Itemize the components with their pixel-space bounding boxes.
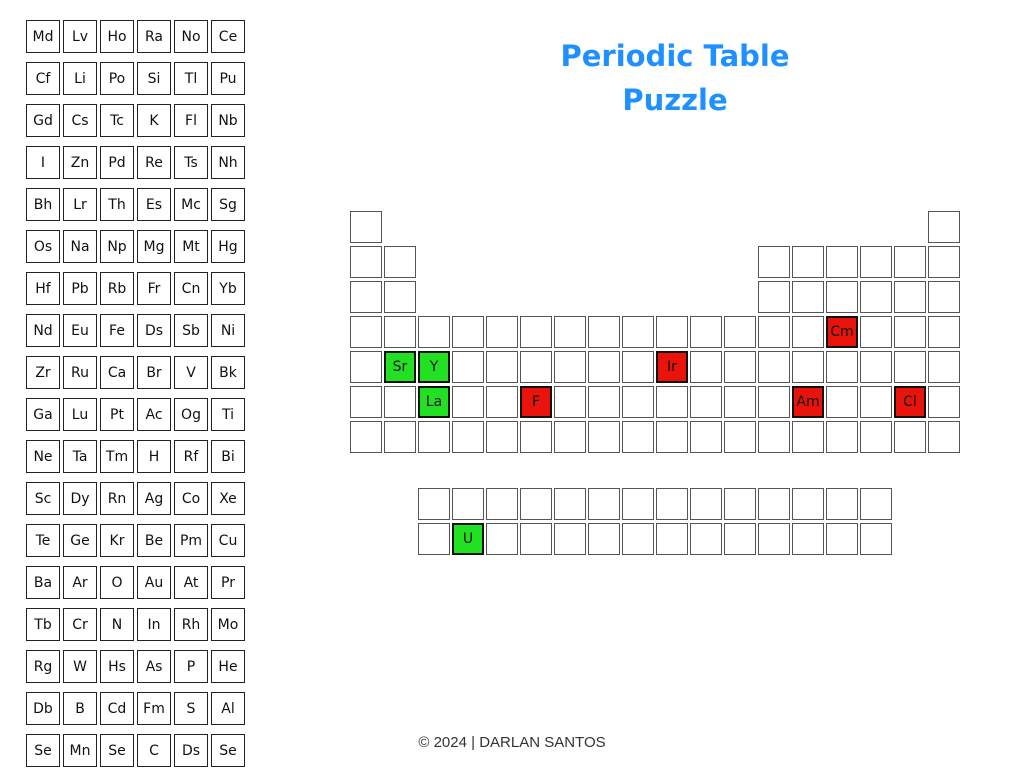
empty-slot[interactable] bbox=[486, 421, 518, 453]
element-tile-th[interactable]: Th bbox=[100, 188, 134, 221]
empty-slot[interactable] bbox=[928, 316, 960, 348]
empty-slot[interactable] bbox=[350, 211, 382, 243]
element-tile-at[interactable]: At bbox=[174, 566, 208, 599]
empty-slot[interactable] bbox=[384, 386, 416, 418]
placed-tile-am[interactable]: Am bbox=[792, 386, 824, 418]
empty-slot[interactable] bbox=[418, 488, 450, 520]
empty-slot[interactable] bbox=[486, 523, 518, 555]
element-tile-fr[interactable]: Fr bbox=[137, 272, 171, 305]
placed-tile-cl[interactable]: Cl bbox=[894, 386, 926, 418]
empty-slot[interactable] bbox=[588, 488, 620, 520]
empty-slot[interactable] bbox=[724, 386, 756, 418]
element-tile-ds[interactable]: Ds bbox=[137, 314, 171, 347]
empty-slot[interactable] bbox=[520, 488, 552, 520]
empty-slot[interactable] bbox=[894, 421, 926, 453]
placed-tile-u[interactable]: U bbox=[452, 523, 484, 555]
element-tile-ce[interactable]: Ce bbox=[211, 20, 245, 53]
empty-slot[interactable] bbox=[520, 316, 552, 348]
element-tile-po[interactable]: Po bbox=[100, 62, 134, 95]
element-tile-no[interactable]: No bbox=[174, 20, 208, 53]
empty-slot[interactable] bbox=[452, 421, 484, 453]
element-tile-as[interactable]: As bbox=[137, 650, 171, 683]
empty-slot[interactable] bbox=[758, 351, 790, 383]
empty-slot[interactable] bbox=[520, 421, 552, 453]
element-tile-zn[interactable]: Zn bbox=[63, 146, 97, 179]
empty-slot[interactable] bbox=[452, 351, 484, 383]
element-tile-ge[interactable]: Ge bbox=[63, 524, 97, 557]
element-tile-eu[interactable]: Eu bbox=[63, 314, 97, 347]
element-tile-be[interactable]: Be bbox=[137, 524, 171, 557]
empty-slot[interactable] bbox=[520, 351, 552, 383]
element-tile-es[interactable]: Es bbox=[137, 188, 171, 221]
empty-slot[interactable] bbox=[894, 316, 926, 348]
empty-slot[interactable] bbox=[384, 281, 416, 313]
element-tile-sc[interactable]: Sc bbox=[26, 482, 60, 515]
empty-slot[interactable] bbox=[690, 316, 722, 348]
empty-slot[interactable] bbox=[622, 386, 654, 418]
element-tile-na[interactable]: Na bbox=[63, 230, 97, 263]
empty-slot[interactable] bbox=[418, 421, 450, 453]
element-tile-og[interactable]: Og bbox=[174, 398, 208, 431]
empty-slot[interactable] bbox=[554, 421, 586, 453]
empty-slot[interactable] bbox=[588, 421, 620, 453]
element-tile-se[interactable]: Se bbox=[26, 734, 60, 767]
element-tile-sg[interactable]: Sg bbox=[211, 188, 245, 221]
empty-slot[interactable] bbox=[792, 421, 824, 453]
empty-slot[interactable] bbox=[860, 386, 892, 418]
element-tile-nh[interactable]: Nh bbox=[211, 146, 245, 179]
empty-slot[interactable] bbox=[928, 386, 960, 418]
empty-slot[interactable] bbox=[792, 316, 824, 348]
element-tile-c[interactable]: C bbox=[137, 734, 171, 767]
empty-slot[interactable] bbox=[452, 386, 484, 418]
empty-slot[interactable] bbox=[690, 386, 722, 418]
element-tile-b[interactable]: B bbox=[63, 692, 97, 725]
title-line-2: Puzzle bbox=[622, 83, 728, 117]
element-tile-cn[interactable]: Cn bbox=[174, 272, 208, 305]
element-tile-cd[interactable]: Cd bbox=[100, 692, 134, 725]
element-tile-md[interactable]: Md bbox=[26, 20, 60, 53]
empty-slot[interactable] bbox=[826, 246, 858, 278]
element-tile-yb[interactable]: Yb bbox=[211, 272, 245, 305]
empty-slot[interactable] bbox=[452, 488, 484, 520]
empty-slot[interactable] bbox=[554, 488, 586, 520]
element-tile-hs[interactable]: Hs bbox=[100, 650, 134, 683]
element-tile-se[interactable]: Se bbox=[100, 734, 134, 767]
empty-slot[interactable] bbox=[486, 488, 518, 520]
empty-slot[interactable] bbox=[350, 421, 382, 453]
empty-slot[interactable] bbox=[928, 281, 960, 313]
empty-slot[interactable] bbox=[452, 316, 484, 348]
element-tile-bk[interactable]: Bk bbox=[211, 356, 245, 389]
element-tile-o[interactable]: O bbox=[100, 566, 134, 599]
element-tile-fl[interactable]: Fl bbox=[174, 104, 208, 137]
empty-slot[interactable] bbox=[554, 523, 586, 555]
element-palette bbox=[26, 20, 246, 759]
element-tile-mc[interactable]: Mc bbox=[174, 188, 208, 221]
empty-slot[interactable] bbox=[656, 488, 688, 520]
empty-slot[interactable] bbox=[350, 246, 382, 278]
empty-slot[interactable] bbox=[724, 488, 756, 520]
element-tile-xe[interactable]: Xe bbox=[211, 482, 245, 515]
empty-slot[interactable] bbox=[758, 386, 790, 418]
empty-slot[interactable] bbox=[350, 316, 382, 348]
empty-slot[interactable] bbox=[826, 351, 858, 383]
empty-slot[interactable] bbox=[588, 386, 620, 418]
element-tile-mg[interactable]: Mg bbox=[137, 230, 171, 263]
element-tile-n[interactable]: N bbox=[100, 608, 134, 641]
element-tile-ca[interactable]: Ca bbox=[100, 356, 134, 389]
element-tile-mo[interactable]: Mo bbox=[211, 608, 245, 641]
empty-slot[interactable] bbox=[792, 523, 824, 555]
empty-slot[interactable] bbox=[860, 246, 892, 278]
empty-slot[interactable] bbox=[384, 421, 416, 453]
element-tile-mt[interactable]: Mt bbox=[174, 230, 208, 263]
empty-slot[interactable] bbox=[486, 386, 518, 418]
element-tile-h[interactable]: H bbox=[137, 440, 171, 473]
element-tile-w[interactable]: W bbox=[63, 650, 97, 683]
empty-slot[interactable] bbox=[554, 351, 586, 383]
empty-slot[interactable] bbox=[622, 316, 654, 348]
empty-slot[interactable] bbox=[554, 386, 586, 418]
empty-slot[interactable] bbox=[758, 488, 790, 520]
empty-slot[interactable] bbox=[860, 421, 892, 453]
empty-slot[interactable] bbox=[418, 316, 450, 348]
empty-slot[interactable] bbox=[826, 281, 858, 313]
empty-slot[interactable] bbox=[690, 351, 722, 383]
empty-slot[interactable] bbox=[860, 351, 892, 383]
empty-slot[interactable] bbox=[792, 246, 824, 278]
element-tile-ti[interactable]: Ti bbox=[211, 398, 245, 431]
element-tile-au[interactable]: Au bbox=[137, 566, 171, 599]
element-tile-kr[interactable]: Kr bbox=[100, 524, 134, 557]
empty-slot[interactable] bbox=[724, 351, 756, 383]
element-tile-ts[interactable]: Ts bbox=[174, 146, 208, 179]
element-tile-nb[interactable]: Nb bbox=[211, 104, 245, 137]
element-tile-sb[interactable]: Sb bbox=[174, 314, 208, 347]
element-tile-rg[interactable]: Rg bbox=[26, 650, 60, 683]
empty-slot[interactable] bbox=[792, 488, 824, 520]
element-tile-te[interactable]: Te bbox=[26, 524, 60, 557]
element-tile-db[interactable]: Db bbox=[26, 692, 60, 725]
element-tile-nd[interactable]: Nd bbox=[26, 314, 60, 347]
empty-slot[interactable] bbox=[928, 246, 960, 278]
placed-tile-f[interactable]: F bbox=[520, 386, 552, 418]
empty-slot[interactable] bbox=[690, 523, 722, 555]
empty-slot[interactable] bbox=[690, 488, 722, 520]
footer-copyright: © 2024 | DARLAN SANTOS bbox=[418, 734, 606, 751]
empty-slot[interactable] bbox=[928, 421, 960, 453]
placed-tile-sr[interactable]: Sr bbox=[384, 351, 416, 383]
empty-slot[interactable] bbox=[656, 316, 688, 348]
element-tile-rf[interactable]: Rf bbox=[174, 440, 208, 473]
empty-slot[interactable] bbox=[758, 523, 790, 555]
empty-slot[interactable] bbox=[860, 316, 892, 348]
empty-slot[interactable] bbox=[690, 421, 722, 453]
empty-slot[interactable] bbox=[486, 316, 518, 348]
element-tile-cs[interactable]: Cs bbox=[63, 104, 97, 137]
empty-slot[interactable] bbox=[724, 421, 756, 453]
empty-slot[interactable] bbox=[622, 488, 654, 520]
element-tile-hg[interactable]: Hg bbox=[211, 230, 245, 263]
empty-slot[interactable] bbox=[622, 523, 654, 555]
element-tile-fe[interactable]: Fe bbox=[100, 314, 134, 347]
element-tile-ds[interactable]: Ds bbox=[174, 734, 208, 767]
element-tile-rh[interactable]: Rh bbox=[174, 608, 208, 641]
element-tile-bi[interactable]: Bi bbox=[211, 440, 245, 473]
element-tile-tl[interactable]: Tl bbox=[174, 62, 208, 95]
empty-slot[interactable] bbox=[758, 421, 790, 453]
element-tile-rb[interactable]: Rb bbox=[100, 272, 134, 305]
element-tile-co[interactable]: Co bbox=[174, 482, 208, 515]
empty-slot[interactable] bbox=[826, 421, 858, 453]
element-tile-pd[interactable]: Pd bbox=[100, 146, 134, 179]
empty-slot[interactable] bbox=[588, 316, 620, 348]
element-tile-v[interactable]: V bbox=[174, 356, 208, 389]
element-tile-cu[interactable]: Cu bbox=[211, 524, 245, 557]
empty-slot[interactable] bbox=[860, 281, 892, 313]
empty-slot[interactable] bbox=[588, 351, 620, 383]
page-title bbox=[500, 34, 850, 122]
empty-slot[interactable] bbox=[928, 351, 960, 383]
element-tile-pt[interactable]: Pt bbox=[100, 398, 134, 431]
element-tile-bh[interactable]: Bh bbox=[26, 188, 60, 221]
element-tile-zr[interactable]: Zr bbox=[26, 356, 60, 389]
placed-tile-cm[interactable]: Cm bbox=[826, 316, 858, 348]
empty-slot[interactable] bbox=[826, 386, 858, 418]
element-tile-gd[interactable]: Gd bbox=[26, 104, 60, 137]
empty-slot[interactable] bbox=[656, 421, 688, 453]
empty-slot[interactable] bbox=[350, 386, 382, 418]
empty-slot[interactable] bbox=[418, 523, 450, 555]
element-tile-he[interactable]: He bbox=[211, 650, 245, 683]
element-tile-ho[interactable]: Ho bbox=[100, 20, 134, 53]
element-tile-si[interactable]: Si bbox=[137, 62, 171, 95]
element-tile-rn[interactable]: Rn bbox=[100, 482, 134, 515]
empty-slot[interactable] bbox=[758, 316, 790, 348]
element-tile-tc[interactable]: Tc bbox=[100, 104, 134, 137]
element-tile-li[interactable]: Li bbox=[63, 62, 97, 95]
element-tile-ra[interactable]: Ra bbox=[137, 20, 171, 53]
element-tile-p[interactable]: P bbox=[174, 650, 208, 683]
element-tile-i[interactable]: I bbox=[26, 146, 60, 179]
element-tile-mn[interactable]: Mn bbox=[63, 734, 97, 767]
empty-slot[interactable] bbox=[656, 386, 688, 418]
empty-slot[interactable] bbox=[622, 421, 654, 453]
element-tile-lr[interactable]: Lr bbox=[63, 188, 97, 221]
empty-slot[interactable] bbox=[350, 281, 382, 313]
element-tile-tb[interactable]: Tb bbox=[26, 608, 60, 641]
element-tile-ar[interactable]: Ar bbox=[63, 566, 97, 599]
empty-slot[interactable] bbox=[826, 523, 858, 555]
placed-tile-y[interactable]: Y bbox=[418, 351, 450, 383]
empty-slot[interactable] bbox=[826, 488, 858, 520]
empty-slot[interactable] bbox=[894, 351, 926, 383]
empty-slot[interactable] bbox=[758, 246, 790, 278]
empty-slot[interactable] bbox=[486, 351, 518, 383]
element-tile-cf[interactable]: Cf bbox=[26, 62, 60, 95]
empty-slot[interactable] bbox=[384, 316, 416, 348]
element-tile-hf[interactable]: Hf bbox=[26, 272, 60, 305]
element-tile-re[interactable]: Re bbox=[137, 146, 171, 179]
empty-slot[interactable] bbox=[588, 523, 620, 555]
element-tile-os[interactable]: Os bbox=[26, 230, 60, 263]
element-tile-lv[interactable]: Lv bbox=[63, 20, 97, 53]
title-line-1: Periodic Table bbox=[560, 39, 790, 73]
empty-slot[interactable] bbox=[350, 351, 382, 383]
element-tile-ba[interactable]: Ba bbox=[26, 566, 60, 599]
element-tile-se[interactable]: Se bbox=[211, 734, 245, 767]
element-tile-pm[interactable]: Pm bbox=[174, 524, 208, 557]
empty-slot[interactable] bbox=[622, 351, 654, 383]
empty-slot[interactable] bbox=[792, 351, 824, 383]
empty-slot[interactable] bbox=[860, 523, 892, 555]
element-tile-ru[interactable]: Ru bbox=[63, 356, 97, 389]
empty-slot[interactable] bbox=[724, 316, 756, 348]
element-tile-lu[interactable]: Lu bbox=[63, 398, 97, 431]
empty-slot[interactable] bbox=[860, 488, 892, 520]
element-tile-np[interactable]: Np bbox=[100, 230, 134, 263]
empty-slot[interactable] bbox=[928, 211, 960, 243]
empty-slot[interactable] bbox=[792, 281, 824, 313]
element-tile-in[interactable]: In bbox=[137, 608, 171, 641]
element-tile-s[interactable]: S bbox=[174, 692, 208, 725]
element-tile-ga[interactable]: Ga bbox=[26, 398, 60, 431]
element-tile-fm[interactable]: Fm bbox=[137, 692, 171, 725]
empty-slot[interactable] bbox=[894, 281, 926, 313]
placed-tile-ir[interactable]: Ir bbox=[656, 351, 688, 383]
empty-slot[interactable] bbox=[758, 281, 790, 313]
element-tile-pu[interactable]: Pu bbox=[211, 62, 245, 95]
placed-tile-la[interactable]: La bbox=[418, 386, 450, 418]
element-tile-cr[interactable]: Cr bbox=[63, 608, 97, 641]
element-tile-ni[interactable]: Ni bbox=[211, 314, 245, 347]
empty-slot[interactable] bbox=[894, 246, 926, 278]
empty-slot[interactable] bbox=[520, 523, 552, 555]
element-tile-k[interactable]: K bbox=[137, 104, 171, 137]
element-tile-ac[interactable]: Ac bbox=[137, 398, 171, 431]
element-tile-ta[interactable]: Ta bbox=[63, 440, 97, 473]
element-tile-pr[interactable]: Pr bbox=[211, 566, 245, 599]
element-tile-br[interactable]: Br bbox=[137, 356, 171, 389]
element-tile-ne[interactable]: Ne bbox=[26, 440, 60, 473]
empty-slot[interactable] bbox=[384, 246, 416, 278]
empty-slot[interactable] bbox=[554, 316, 586, 348]
empty-slot[interactable] bbox=[656, 523, 688, 555]
element-tile-ag[interactable]: Ag bbox=[137, 482, 171, 515]
element-tile-tm[interactable]: Tm bbox=[100, 440, 134, 473]
element-tile-pb[interactable]: Pb bbox=[63, 272, 97, 305]
element-tile-al[interactable]: Al bbox=[211, 692, 245, 725]
element-tile-dy[interactable]: Dy bbox=[63, 482, 97, 515]
empty-slot[interactable] bbox=[724, 523, 756, 555]
